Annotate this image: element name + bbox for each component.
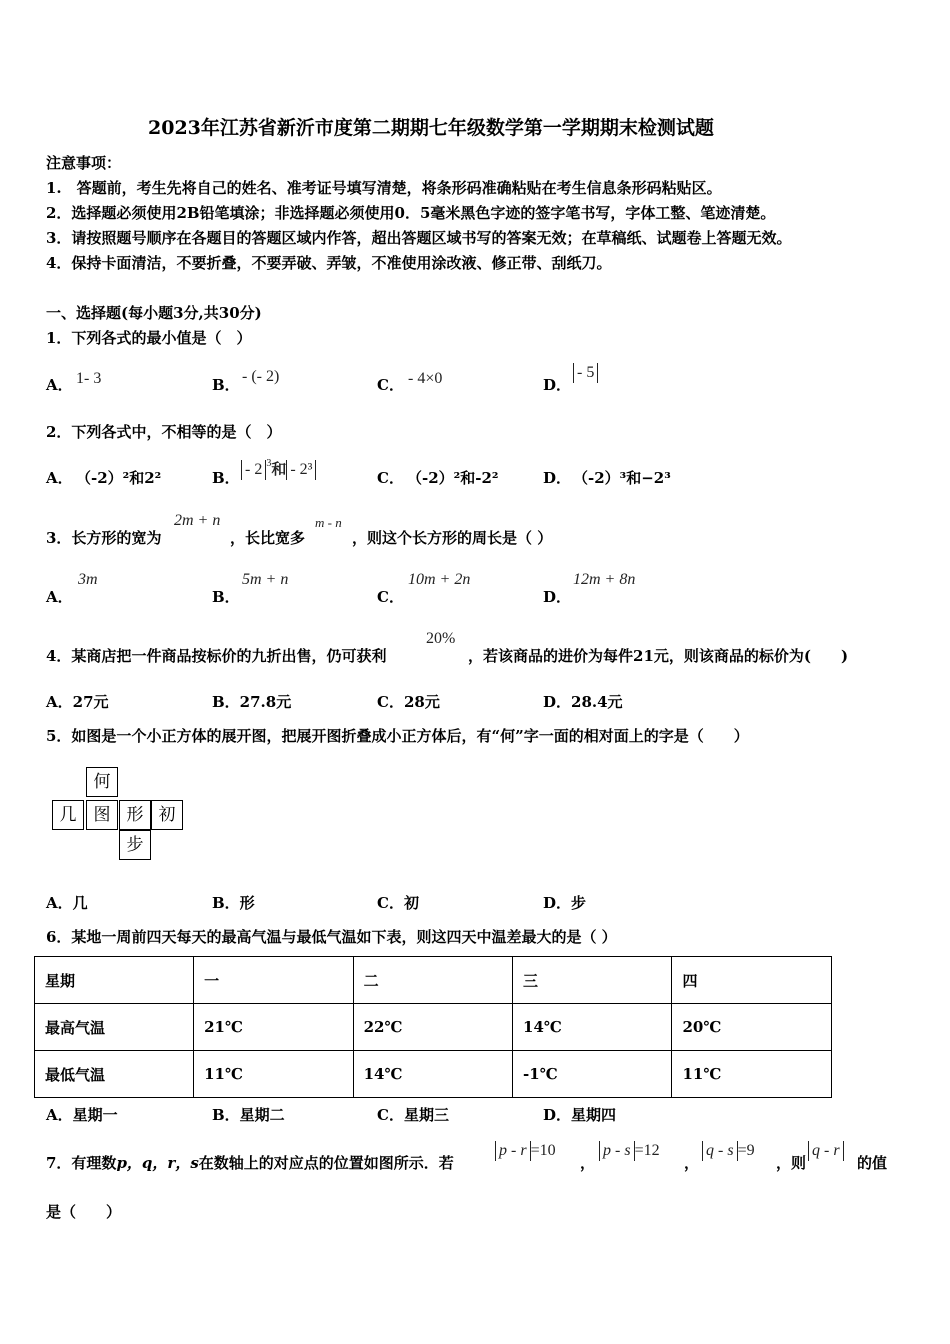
question-3-pre: 3．长方形的宽为	[46, 529, 162, 547]
q2-option-c-label: C．	[377, 469, 404, 487]
net-cell-ji: 几	[52, 800, 84, 830]
abs-value: - 2³	[286, 460, 316, 480]
table-cell: 14℃	[353, 1051, 512, 1098]
comma: ，	[580, 1154, 596, 1172]
question-2-stem: 2．下列各式中，不相等的是（ ）	[46, 423, 282, 441]
page-title: 2023年江苏省新沂市度第二期期七年级数学第一学期期末检测试题	[148, 117, 714, 139]
q2-option-b-math	[241, 458, 316, 480]
table-cell: -1℃	[513, 1051, 672, 1098]
table-cell: 11℃	[672, 1051, 832, 1098]
q2-option-d-text: （-2）³和−2³	[573, 469, 671, 487]
q7-value-3: =9	[737, 1142, 755, 1159]
q3-option-a-math: 3m	[78, 571, 98, 588]
notice-item: 1. 答题前，考生先将自己的姓名、准考证号填写清楚，将条形码准确粘贴在考生信息条形码粘贴区。	[46, 179, 722, 197]
q7-value-2: =12	[634, 1142, 660, 1159]
and-word: 和	[271, 462, 287, 478]
q4-option-b: B．27.8元	[212, 693, 292, 711]
q2-option-d-label: D．	[543, 469, 572, 487]
q7-expr-1	[495, 1141, 556, 1161]
table-row	[35, 1004, 832, 1051]
table-cell: 22℃	[353, 1004, 512, 1051]
q3-option-d-label: D．	[543, 588, 572, 606]
q2-option-c-text: （-2）²和-2²	[407, 469, 499, 487]
q4-option-d: D．28.4元	[543, 693, 623, 711]
q4-option-a: A．27元	[46, 693, 109, 711]
q3-option-b-math: 5m + n	[242, 571, 289, 588]
q3-option-c-math: 10m + 2n	[408, 571, 471, 588]
q7-value-1: =10	[530, 1142, 556, 1159]
q7-expr-2	[599, 1141, 660, 1161]
table-header-cell: 四	[672, 957, 832, 1004]
q2-option-b-label: B．	[212, 469, 240, 487]
table-header-cell: 二	[353, 957, 512, 1004]
section-heading: 一、选择题(每小题3分,共30分)	[46, 304, 262, 322]
table-cell: 20℃	[672, 1004, 832, 1051]
table-cell: 14℃	[513, 1004, 672, 1051]
table-cell: 21℃	[194, 1004, 353, 1051]
abs-value: p - s	[599, 1141, 635, 1161]
q6-option-d: D．星期四	[543, 1106, 617, 1124]
table-row	[35, 957, 832, 1004]
q2-option-a-label: A．	[46, 469, 73, 487]
q4-option-c: C．28元	[377, 693, 440, 711]
q7-then: ，则	[776, 1154, 807, 1172]
question-6-stem: 6．某地一周前四天每天的最高气温与最低气温如下表，则这四天中温差最大的是（ ）	[46, 928, 617, 946]
q1-option-d-label: D．	[543, 376, 572, 394]
abs-value: p - r	[495, 1141, 531, 1161]
table-header-cell: 星期	[35, 957, 194, 1004]
question-3-post: ，则这个长方形的周长是（ ）	[352, 529, 553, 547]
abs-value: - 5	[573, 363, 598, 383]
q6-option-b: B．星期二	[212, 1106, 285, 1124]
question-7-line2: 是（ ）	[46, 1203, 122, 1221]
table-cell: 最高气温	[35, 1004, 194, 1051]
q7-expr-3	[702, 1141, 755, 1161]
q7-expr-4	[808, 1141, 844, 1161]
q5-option-d: D．步	[543, 894, 587, 912]
q1-option-c-label: C．	[377, 376, 404, 394]
notice-item: 4．保持卡面清洁，不要折叠，不要弄破、弄皱，不准使用涂改液、修正带、刮纸刀。	[46, 254, 612, 272]
q2-option-a-text: （-2）²和2²	[76, 469, 162, 487]
question-5-stem: 5．如图是一个小正方体的展开图，把展开图折叠成小正方体后，有“何”字一面的相对面上的字是（ ）	[46, 727, 749, 745]
table-cell: 11℃	[194, 1051, 353, 1098]
net-cell-xing: 形	[119, 800, 151, 830]
q4-percent: 20%	[426, 630, 456, 647]
q3-width-expr: 2m + n	[174, 512, 221, 529]
q7-post: 的值	[857, 1154, 888, 1172]
question-4-post: ，若该商品的进价为每件21元，则该商品的标价为( )	[468, 647, 849, 665]
q3-option-b-label: B．	[212, 588, 240, 606]
exponent: 3	[266, 458, 272, 469]
net-cell-he: 何	[86, 767, 118, 797]
q5-option-a: A．几	[46, 894, 88, 912]
question-1-stem: 1．下列各式的最小值是（ ）	[46, 329, 252, 347]
table-row	[35, 1051, 832, 1098]
question-4-pre: 4．某商店把一件商品按标价的九折出售，仍可获利	[46, 647, 387, 665]
question-7-line1	[46, 1152, 454, 1173]
q7-pre: 7．有理数	[46, 1154, 117, 1172]
net-cell-chu: 初	[151, 800, 183, 830]
q1-option-a-label: A．	[46, 376, 73, 394]
table-header-cell: 三	[513, 957, 672, 1004]
q5-option-c: C．初	[377, 894, 419, 912]
q1-option-a-math: 1- 3	[76, 370, 102, 387]
q3-option-a-label: A．	[46, 588, 73, 606]
abs-value: - 2	[241, 460, 266, 480]
q1-option-b-math: - (- 2)	[242, 368, 280, 385]
q6-option-a: A．星期一	[46, 1106, 118, 1124]
notice-item: 3．请按照题号顺序在各题目的答题区域内作答，超出答题区域书写的答案无效；在草稿纸、试题卷上答题无效。	[46, 229, 792, 247]
q7-mid: 在数轴上的对应点的位置如图所示．若	[198, 1154, 454, 1172]
temperature-table	[34, 956, 832, 1098]
q7-vars: p，q，r，s	[116, 1154, 199, 1172]
q1-option-b-label: B．	[212, 376, 240, 394]
notice-item: 2．选择题必须使用2B铅笔填涂；非选择题必须使用0．5毫米黑色字迹的签字笔书写，字体工整、笔迹清楚。	[46, 204, 776, 222]
q1-option-d-math	[573, 363, 598, 383]
net-cell-tu: 图	[86, 800, 118, 830]
abs-value: q - r	[808, 1141, 844, 1161]
q6-option-c: C．星期三	[377, 1106, 449, 1124]
q3-diff-expr: m - n	[315, 515, 342, 530]
question-3-mid: ，长比宽多	[230, 529, 306, 547]
net-cell-bu: 步	[119, 830, 151, 860]
table-cell: 最低气温	[35, 1051, 194, 1098]
abs-value: q - s	[702, 1141, 738, 1161]
notice-heading: 注意事项：	[46, 154, 122, 172]
q3-option-d-math: 12m + 8n	[573, 571, 636, 588]
q1-option-c-math: - 4×0	[408, 370, 443, 387]
table-header-cell: 一	[194, 957, 353, 1004]
q3-option-c-label: C．	[377, 588, 404, 606]
comma: ，	[684, 1154, 700, 1172]
q5-option-b: B．形	[212, 894, 255, 912]
